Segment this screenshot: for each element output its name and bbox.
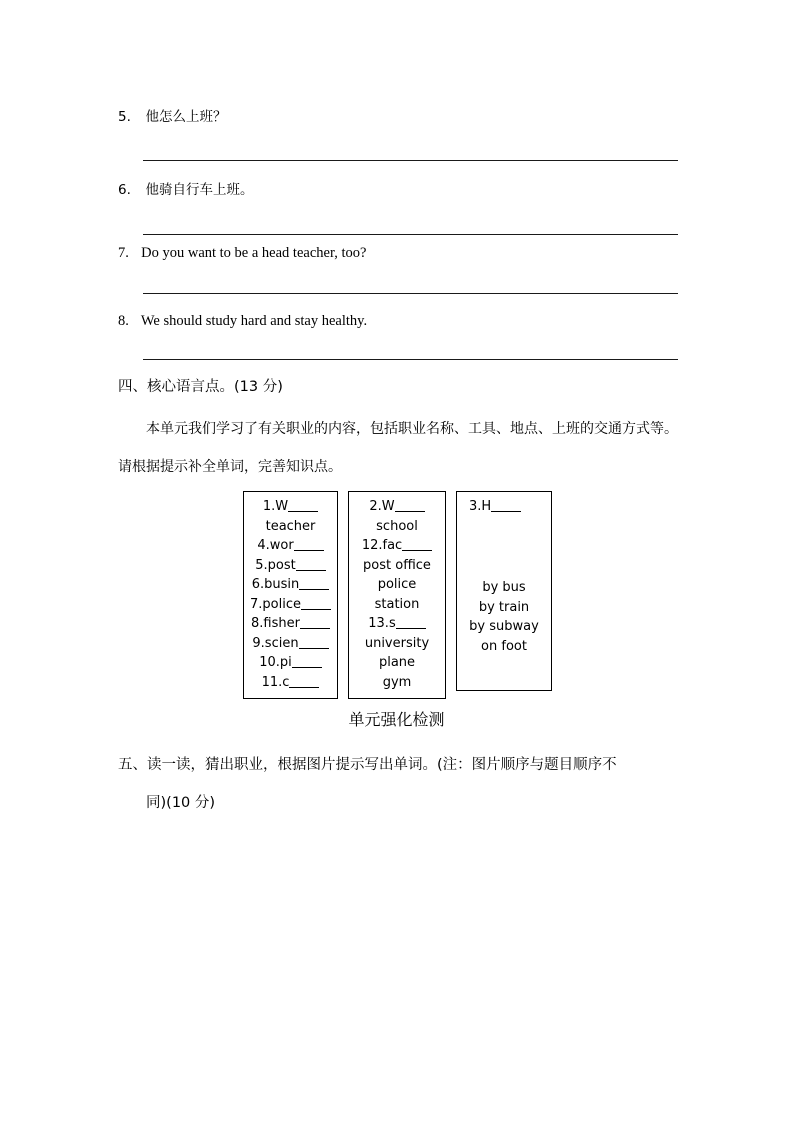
question-row	[118, 311, 678, 331]
word-row	[248, 673, 333, 693]
word-row	[353, 575, 441, 595]
answer-rule	[143, 234, 678, 235]
blank-line	[491, 499, 521, 512]
word-row	[248, 517, 333, 537]
word-prefix: 5.post	[255, 557, 296, 573]
word-prefix: 7.police	[250, 596, 301, 612]
section-five-line-1: 五、读一读，猜出职业，根据图片提示写出单词。(注：图片顺序与题目顺序不	[118, 757, 617, 773]
word-prefix: 8.fisher	[251, 616, 300, 631]
blank-line	[299, 636, 329, 649]
word-boxes	[243, 491, 552, 699]
blank-line	[296, 558, 326, 571]
question-text	[118, 180, 678, 200]
question-row	[118, 107, 678, 127]
question-number: 5.	[118, 109, 131, 125]
question-body: 他怎么上班？	[145, 109, 227, 125]
word-row	[353, 673, 441, 693]
answer-rule	[143, 160, 678, 161]
word-box-2	[348, 491, 446, 699]
blank-line	[289, 675, 319, 688]
question-body: We should study hard and stay healthy.	[140, 313, 368, 329]
word-prefix: 4.wor	[257, 538, 294, 553]
word-prefix: plane	[378, 655, 416, 670]
word-row	[461, 497, 547, 517]
word-prefix: university	[364, 635, 430, 651]
word-row	[353, 497, 441, 517]
word-row: on foot	[481, 638, 527, 654]
blank-line	[301, 597, 331, 610]
blank-line	[294, 538, 324, 551]
question-text	[118, 311, 678, 331]
word-prefix: 10.pi	[259, 655, 292, 670]
question-number: 7.	[118, 245, 129, 261]
word-prefix: post office	[363, 557, 431, 573]
section-five-line-2: 同)(10 分)	[146, 795, 216, 811]
word-prefix: school	[376, 518, 418, 534]
word-row	[353, 595, 441, 615]
word-prefix: 12.fac	[361, 538, 403, 553]
word-prefix: 3.H	[469, 499, 492, 514]
question-body: Do you want to be a head teacher, too?	[141, 245, 367, 261]
answer-rule	[143, 359, 678, 360]
question-body: 他骑自行车上班。	[145, 182, 254, 198]
blank-line	[292, 655, 322, 668]
section-four-heading: 四、核心语言点。(13 分)	[118, 379, 283, 395]
word-row	[248, 497, 333, 517]
word-row	[248, 653, 333, 673]
word-row	[248, 556, 333, 576]
word-prefix: gym	[382, 674, 412, 690]
blank-line	[300, 616, 330, 629]
word-prefix: 6.busin	[251, 577, 300, 592]
word-row	[353, 536, 441, 556]
word-prefix: police	[377, 577, 417, 592]
word-row: by train	[478, 599, 530, 615]
word-row	[248, 634, 333, 654]
unit-title: 单元强化检测	[348, 710, 445, 729]
question-number: 6.	[118, 182, 131, 198]
word-box-1	[243, 491, 338, 699]
word-row	[248, 536, 333, 556]
blank-line	[402, 538, 432, 551]
question-text	[118, 107, 678, 127]
word-prefix: 2.W	[369, 499, 395, 514]
word-prefix: 9.scien	[252, 635, 299, 651]
word-row: by subway	[469, 619, 539, 634]
transport-list	[457, 578, 551, 656]
word-box-3	[456, 491, 552, 691]
section-four-paragraph: 本单元我们学习了有关职业的内容，包括职业名称、工具、地点、上班的交通方式等。请根据提示补全单词，完善知识点。	[118, 421, 678, 475]
word-row	[353, 614, 441, 634]
word-prefix: 11.c	[261, 674, 290, 690]
word-prefix: 1.W	[262, 499, 289, 514]
question-text	[118, 243, 678, 263]
word-row	[353, 634, 441, 654]
blank-line	[299, 577, 329, 590]
word-row	[353, 556, 441, 576]
word-prefix: 13.s	[368, 616, 396, 631]
word-row	[353, 653, 441, 673]
word-row	[353, 517, 441, 537]
word-row	[248, 595, 333, 615]
blank-line	[395, 499, 425, 512]
question-row	[118, 180, 678, 200]
word-prefix: station	[374, 596, 420, 612]
blank-line	[396, 616, 426, 629]
question-row	[118, 243, 678, 263]
blank-line	[288, 499, 318, 512]
word-row	[248, 614, 333, 634]
question-number: 8.	[118, 313, 129, 329]
answer-rule	[143, 293, 678, 294]
word-prefix: teacher	[265, 518, 316, 534]
word-row	[248, 575, 333, 595]
word-row: by bus	[482, 580, 526, 595]
